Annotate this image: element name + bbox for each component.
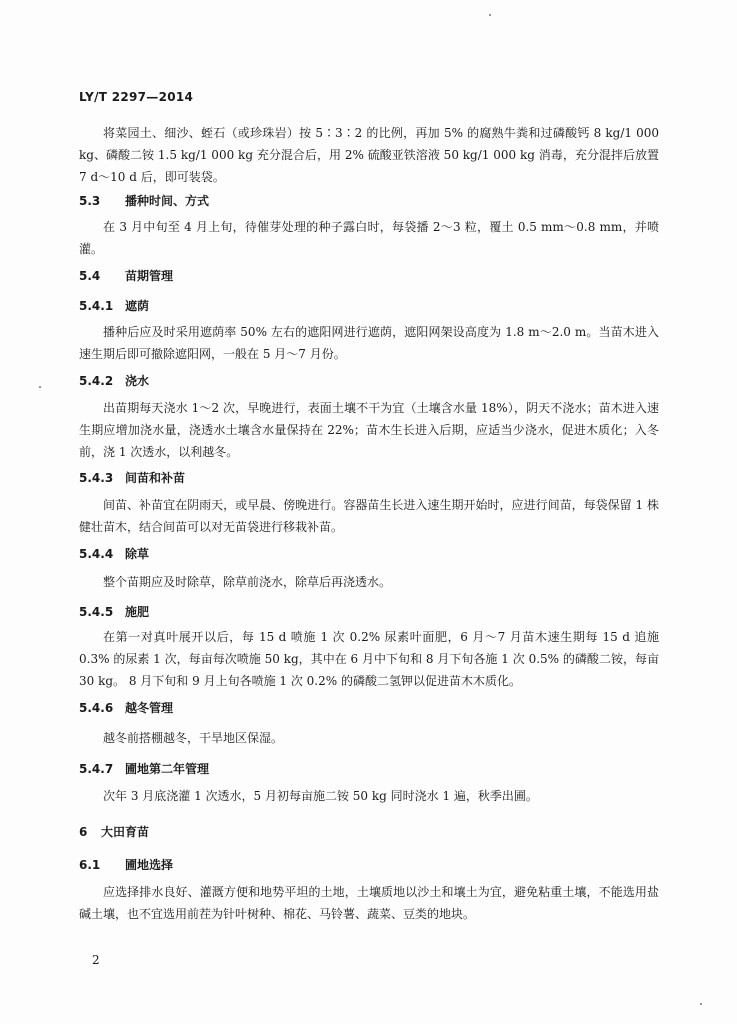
heading-title: 遮荫	[125, 299, 150, 313]
page-number: 2	[92, 953, 100, 967]
heading-number: 5.4.7	[79, 762, 114, 776]
paragraph-second-year: 次年 3 月底浇灌 1 次透水，5 月初每亩施二铵 50 kg 同时浇水 1 遍，秋季出圃。	[103, 789, 538, 803]
paragraph-overwintering: 越冬前搭棚越冬，干旱地区保湿。	[103, 731, 284, 745]
heading-number: 5.3	[79, 194, 101, 208]
heading-title: 圃地第二年管理	[125, 762, 210, 776]
heading-number: 5.4.2	[79, 374, 114, 388]
heading-title: 苗期管理	[125, 269, 174, 283]
heading-title: 大田育苗	[101, 825, 150, 839]
heading-5-4	[79, 268, 173, 284]
heading-number: 5.4.6	[79, 701, 114, 715]
heading-number: 5.4.1	[79, 299, 114, 313]
heading-5-4-6	[79, 700, 173, 716]
heading-5-4-1	[79, 298, 149, 314]
heading-number: 5.4	[79, 269, 101, 283]
paragraph-thinning: 间苗、补苗宜在阴雨天，或早晨、傍晚进行。容器苗生长进入速生期开始时，应进行间苗，每袋保留 1 株健壮苗木，结合间苗可以对无苗袋进行移栽补苗。	[79, 498, 659, 534]
heading-number: 5.4.5	[79, 605, 114, 619]
paragraph-sowing: 在 3 月中旬至 4 月上旬，待催芽处理的种子露白时，每袋播 2～3 粒，覆土 0.5 mm～0.8 mm，并喷灌。	[79, 220, 659, 256]
heading-5-4-2	[79, 373, 149, 389]
heading-title: 除草	[125, 547, 150, 561]
paragraph-site-selection: 应选择排水良好、灌溉方便和地势平坦的土地，土壤质地以沙土和壤土为宜，避免粘重土壤，不能选用盐碱土壤，也不宜选用前茬为针叶树种、棉花、马铃薯、蔬菜、豆类的地块。	[79, 885, 659, 921]
paragraph-fertilizing: 在第一对真叶展开以后，每 15 d 喷施 1 次 0.2% 尿素叶面肥，6 月～7 月苗木速生期每 15 d 追施 0.3% 的尿素 1 次，每亩每次喷施 50 kg，其中在 6 月中下旬和 8 月下旬各施 1 次 0.5% 的磷酸二铵，每亩 30 kg。 8 月下旬和 9 月上旬各喷施 1 次 0.2% 的磷酸二氢钾以促进苗木木质化。	[79, 630, 659, 688]
heading-number: 6	[79, 825, 88, 839]
heading-6	[79, 824, 149, 840]
scan-speck	[489, 14, 491, 16]
heading-5-4-7	[79, 761, 209, 777]
heading-title: 越冬管理	[125, 701, 174, 715]
heading-number: 5.4.4	[79, 547, 114, 561]
paragraph-substrate-mix: 将菜园土、细沙、蛭石（或珍珠岩）按 5∶3∶2 的比例，再加 5% 的腐熟牛粪和过磷酸钙 8 kg/1 000 kg、磷酸二铵 1.5 kg/1 000 kg 充分混合后，用 2% 硫酸亚铁溶液 50 kg/1 000 kg 消毒，充分混拌后放置 7 d～10 d 后，即可装袋。	[79, 126, 659, 184]
heading-number: 6.1	[79, 858, 101, 872]
paragraph-watering: 出苗期每天浇水 1～2 次，早晚进行，表面土壤不干为宜（土壤含水量 18%），阴天不浇水；苗木进入速生期应增加浇水量，浇透水土壤含水量保持在 22%；苗木生长进入后期，应适当少浇水，促进木质化；入冬前，浇 1 次透水，以利越冬。	[79, 401, 659, 459]
heading-title: 间苗和补苗	[125, 471, 186, 485]
heading-title: 播种时间、方式	[125, 194, 210, 208]
scan-speck	[700, 1003, 702, 1005]
paragraph-shading: 播种后应及时采用遮荫率 50% 左右的遮阳网进行遮荫，遮阳网架设高度为 1.8 m～2.0 m。当苗木进入速生期后即可撤除遮阳网，一般在 5 月～7 月份。	[79, 325, 659, 361]
heading-number: 5.4.3	[79, 471, 114, 485]
scan-speck	[39, 386, 41, 388]
heading-6-1	[79, 857, 173, 873]
heading-5-3	[79, 193, 209, 209]
heading-title: 施肥	[125, 605, 150, 619]
standard-number-header: LY/T 2297—2014	[79, 90, 194, 104]
heading-5-4-5	[79, 604, 149, 620]
heading-title: 圃地选择	[125, 858, 174, 872]
heading-title: 浇水	[125, 374, 150, 388]
heading-5-4-4	[79, 546, 149, 562]
heading-5-4-3	[79, 470, 185, 486]
paragraph-weeding: 整个苗期应及时除草，除草前浇水，除草后再浇透水。	[103, 575, 392, 589]
